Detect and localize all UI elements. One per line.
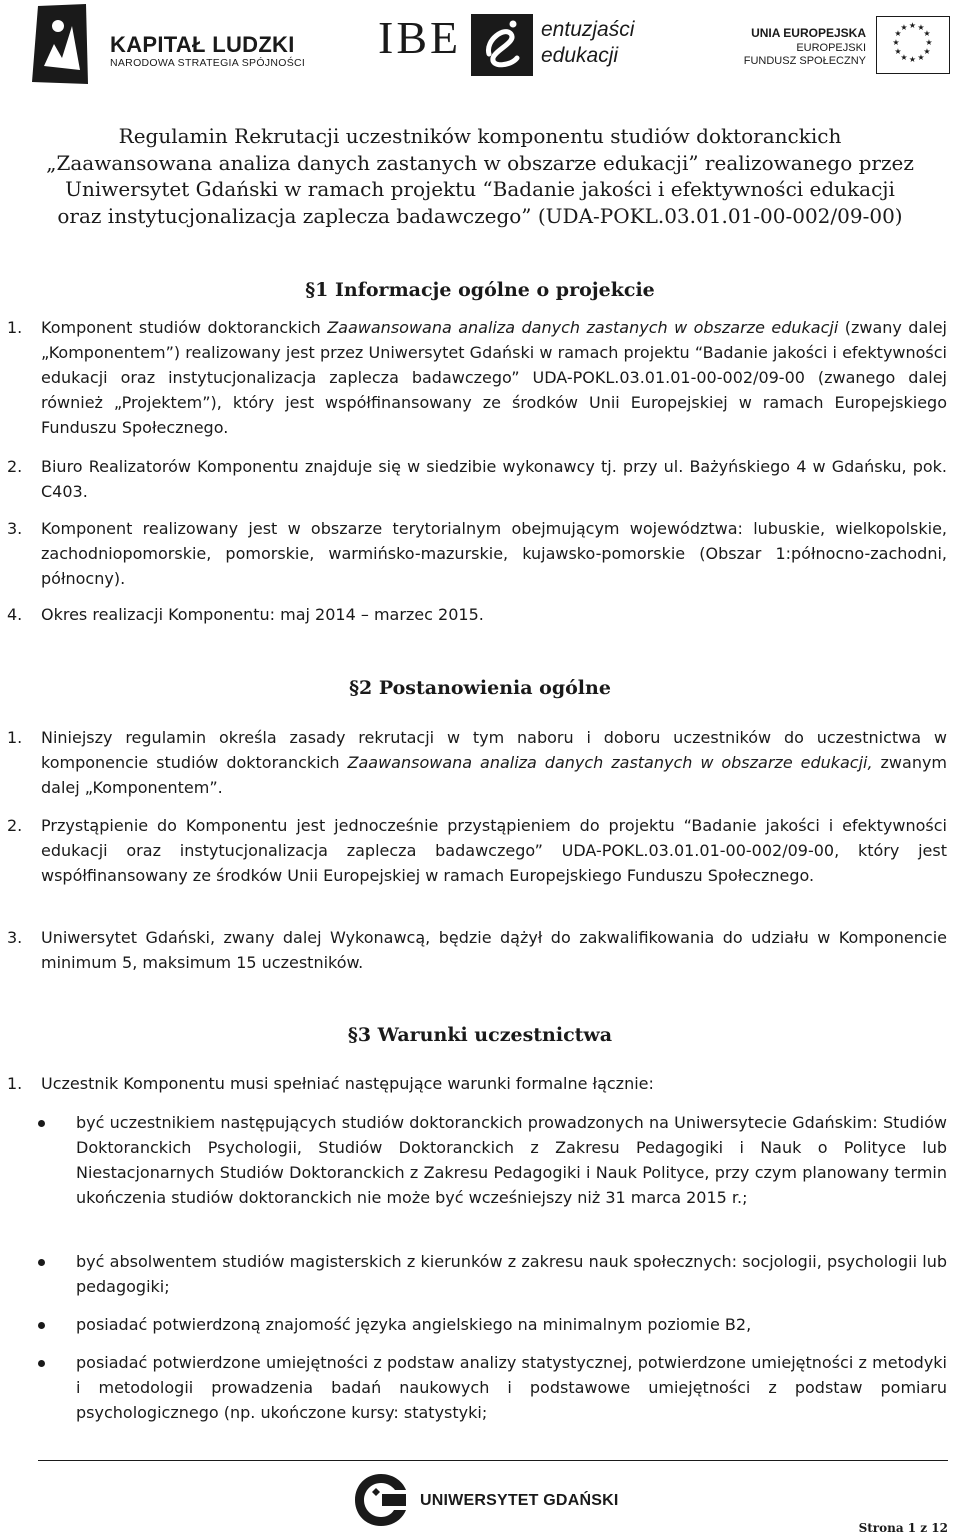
entuzjasci-edukacji-mark [471, 14, 533, 76]
eu-logo [745, 16, 950, 76]
section-1-paragraph-2 [7, 454, 947, 504]
svg-text:★: ★ [923, 47, 931, 56]
entuzjasci-line2: edukacji [541, 44, 619, 67]
title-line-4: oraz instytucjonalizacja zaplecza badawczego” (UDA-POKL.03.01.01-00-002/09-00) [57, 203, 903, 228]
paragraph-number: 1. [7, 318, 23, 337]
entuzjasci-edukacji-logo [471, 14, 671, 78]
page-break-mask [0, 1426, 960, 1446]
section-1-paragraph-1 [7, 315, 947, 440]
kapital-ludzki-emblem-icon [28, 4, 90, 86]
title-line-3: Uniwersytet Gdański w ramach projektu “Badanie jakości i efektywności edukacji [65, 177, 895, 201]
section-1-paragraph-3 [7, 516, 947, 591]
paragraph-text: Komponent realizowany jest w obszarze terytorialnym obejmującym województwa: lubuskie, wielkopolskie, zachodniopomorskie, pomorskie, warmińsko-mazurskie, kujawsko-pomorskie (Obszar 1:północno-zachodni, północny). [41, 519, 947, 588]
condition-bullet-4 [76, 1350, 947, 1425]
ug-emblem-icon [352, 1472, 410, 1528]
page-number: Strona 1 z 12 [858, 1521, 948, 1535]
paragraph-text: Komponent studiów doktoranckich [41, 318, 328, 337]
ug-name: UNIWERSYTET GDAŃSKI [420, 1492, 619, 1509]
bullet-icon [38, 1360, 45, 1367]
svg-text:★: ★ [900, 23, 908, 32]
ibe-logo: IBE [378, 12, 462, 63]
paragraph-number: 1. [7, 728, 23, 747]
bullet-icon [38, 1120, 45, 1127]
paragraph-number: 4. [7, 605, 23, 624]
title-line-2: „Zaawansowana analiza danych zastanych w obszarze edukacji” realizowanego przez [46, 150, 914, 175]
section-3-paragraph-1 [7, 1071, 947, 1096]
section-3-heading: §3 Warunki uczestnictwa [347, 1024, 613, 1046]
kapital-ludzki-logo [18, 4, 306, 86]
paragraph-number: 3. [7, 519, 23, 538]
section-2-paragraph-3 [7, 925, 947, 975]
bullet-text: posiadać potwierdzoną znajomość języka angielskiego na minimalnym poziomie B2, [76, 1315, 752, 1334]
paragraph-text: Biuro Realizatorów Komponentu znajduje się w siedzibie wykonawcy tj. przy ul. Bażyńskiego 4 w Gdańsku, pok. C403. [41, 457, 947, 501]
svg-text:★: ★ [892, 38, 900, 47]
condition-bullet-1 [76, 1110, 947, 1210]
svg-text:★: ★ [908, 55, 917, 64]
bullet-icon [38, 1322, 45, 1329]
paragraph-text: Przystąpienie do Komponentu jest jednocześnie przystąpieniem do projektu “Badanie jakości i efektywności edukacji oraz instytucjonalizacja zaplecza badawczego” UDA-POKL.03.01.01-00-002/09-00, który jest współfinansowany ze środków Unii Europejskiej w ramach Europejskiego Funduszu Społecznego. [41, 816, 947, 885]
paragraph-number: 3. [7, 928, 23, 947]
paragraph-text: Uniwersytet Gdański, zwany dalej Wykonawcą, będzie dążył do zakwalifikowania do udziału w Komponencie minimum 5, maksimum 15 uczestników. [41, 928, 947, 972]
svg-text:★: ★ [925, 38, 933, 47]
paragraph-text: Okres realizacji Komponentu: maj 2014 – marzec 2015. [41, 605, 484, 624]
eu-title: UNIA EUROPEJSKA [751, 26, 866, 40]
paragraph-number: 1. [7, 1074, 23, 1093]
svg-text:★: ★ [923, 29, 931, 38]
bullet-text: być uczestnikiem następujących studiów doktoranckich prowadzonych na Uniwersytecie Gdańskim: Studiów Doktoranckich Psychologii, Studiów Doktoranckich z Zakresu Pedagogiki i Nauk o Polityce lub Niestacjonarnych Studiów Doktoranckich z Zakresu Pedagogiki i Nauk Polityce, przy czym planowany termin ukończenia studiów doktoranckich nie może być wcześniejszy niż 31 marca 2015 r.; [76, 1113, 947, 1207]
component-name-italic: Zaawansowana analiza danych zastanych w obszarze edukacji [327, 318, 839, 337]
paragraph-text: zwanym dalej „Komponentem”. [41, 753, 948, 797]
svg-text:★: ★ [894, 29, 902, 38]
component-name-italic: Zaawansowana analiza danych zastanych w obszarze edukacji, [347, 753, 873, 772]
svg-text:★: ★ [917, 23, 925, 32]
section-1-paragraph-4 [7, 602, 947, 627]
eu-line3: FUNDUSZ SPOŁECZNY [743, 55, 866, 67]
kapital-ludzki-title: KAPITAŁ LUDZKI [110, 32, 295, 57]
section-1-heading: §1 Informacje ogólne o projekcie [305, 279, 655, 301]
condition-bullet-3 [76, 1312, 947, 1337]
svg-text:★: ★ [900, 53, 908, 62]
entuzjasci-line1: entuzjaści [541, 18, 635, 41]
section-2-heading: §2 Postanowienia ogólne [349, 677, 611, 699]
paragraph-number: 2. [7, 816, 23, 835]
paragraph-number: 2. [7, 457, 23, 476]
svg-text:★: ★ [894, 47, 902, 56]
eu-line2: EUROPEJSKI [796, 42, 866, 54]
condition-bullet-2 [76, 1249, 947, 1299]
paragraph-text: (zwany dalej „Komponentem”) realizowany jest przez Uniwersytet Gdański w ramach projektu “Badanie jakości i efektywności edukacji oraz instytucjonalizacja zaplecza badawczego” UDA-POKL.03.01.01-00-002/09-00 (zwanego dalej również „Projektem”), który jest współfinansowany ze środków Unii Europejskiej w ramach Europejskiego Funduszu Społecznego. [41, 318, 947, 437]
eu-flag-icon [876, 16, 950, 74]
svg-text:★: ★ [917, 53, 925, 62]
entuzjasci-e-icon [471, 14, 533, 76]
section-2-paragraph-2 [7, 813, 947, 888]
footer-divider [38, 1460, 948, 1461]
svg-text:★: ★ [908, 21, 917, 30]
kapital-ludzki-subtitle: NARODOWA STRATEGIA SPÓJNOŚCI [110, 57, 306, 69]
section-2-paragraph-1 [7, 725, 948, 800]
document-title [40, 123, 920, 229]
ug-logo [352, 1472, 619, 1528]
bullet-text: posiadać potwierdzone umiejętności z podstaw analizy statystycznej, potwierdzone umiejętności z metodyki i metodologii prowadzenia badań naukowych i podstawowe umiejętności z podstaw pomiaru psychologicznego (np. ukończone kursy: statystyki; [76, 1353, 947, 1422]
bullet-text: być absolwentem studiów magisterskich z kierunków z zakresu nauk społecznych: socjologii, psychologii lub pedagogiki; [76, 1252, 947, 1296]
bullet-icon [38, 1259, 45, 1266]
title-line-1: Regulamin Rekrutacji uczestników komponentu studiów doktoranckich [118, 124, 842, 148]
paragraph-text: Uczestnik Komponentu musi spełniać następujące warunki formalne łącznie: [41, 1074, 654, 1093]
paragraph-text: Niniejszy regulamin określa zasady rekrutacji w tym naboru i doboru uczestników do uczestnictwa w komponencie studiów doktoranckich [41, 728, 947, 772]
